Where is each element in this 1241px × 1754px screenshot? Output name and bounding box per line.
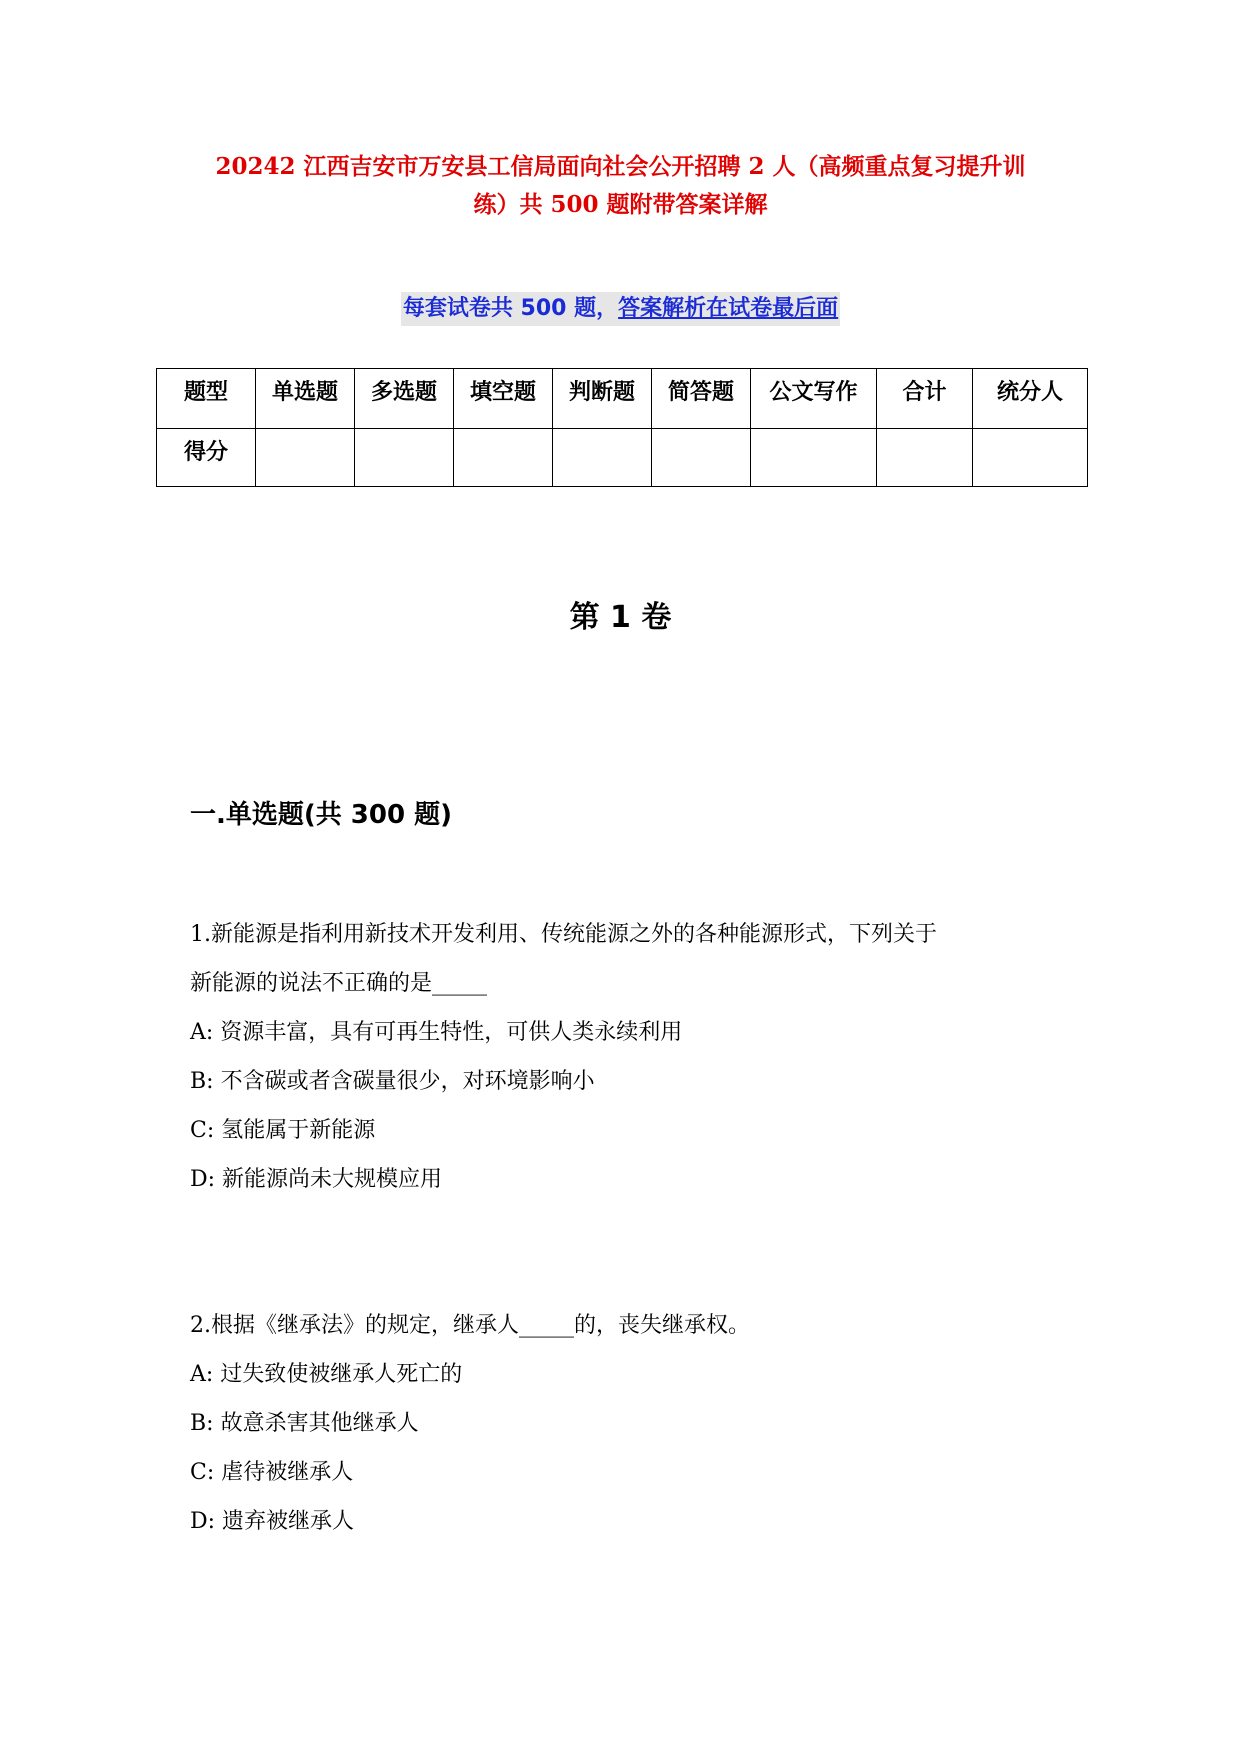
question-stem: 1.新能源是指利用新技术开发利用、传统能源之外的各种能源形式，下列关于 — [190, 922, 937, 947]
option-a: A: 过失致使被继承人死亡的 — [190, 1362, 463, 1387]
answer-location-link[interactable]: 答案解析在试卷最后面 — [618, 296, 839, 321]
score-table-header-cell: 单选题 — [256, 369, 355, 429]
score-table-header-cell: 填空题 — [454, 369, 553, 429]
score-table-score-row — [157, 429, 1088, 487]
option-d: D: 遗弃被继承人 — [190, 1509, 355, 1534]
question-stem-continued: 新能源的说法不正确的是_____ — [190, 971, 488, 996]
subtitle-block — [0, 292, 1241, 326]
score-table-header-cell: 合计 — [877, 369, 973, 429]
document-title — [150, 148, 1091, 224]
volume-title: 第 1 卷 — [569, 600, 672, 635]
option-c: C: 虐待被继承人 — [190, 1460, 354, 1485]
score-table-header-cell: 统分人 — [973, 369, 1088, 429]
question-1 — [190, 910, 1070, 1204]
question-2 — [190, 1301, 1070, 1546]
score-table-header-cell: 简答题 — [652, 369, 751, 429]
option-b: B: 故意杀害其他继承人 — [190, 1411, 419, 1436]
score-table-header-cell: 公文写作 — [751, 369, 877, 429]
section-title: 一.单选题(共 300 题) — [190, 800, 453, 830]
score-cell — [355, 429, 454, 487]
question-stem: 2.根据《继承法》的规定，继承人_____的，丧失继承权。 — [190, 1313, 750, 1338]
score-table-header-cell: 判断题 — [553, 369, 652, 429]
score-cell — [751, 429, 877, 487]
score-cell — [973, 429, 1088, 487]
document-title-line-1: 20242 江西吉安市万安县工信局面向社会公开招聘 2 人（高频重点复习提升训 — [215, 153, 1026, 180]
subtitle — [401, 292, 840, 326]
option-d: D: 新能源尚未大规模应用 — [190, 1167, 443, 1192]
score-table-header-cell: 题型 — [157, 369, 256, 429]
score-cell — [454, 429, 553, 487]
score-cell — [256, 429, 355, 487]
score-table — [156, 368, 1088, 487]
score-cell — [652, 429, 751, 487]
score-cell — [877, 429, 973, 487]
score-cell — [553, 429, 652, 487]
option-a: A: 资源丰富，具有可再生特性，可供人类永续利用 — [190, 1020, 683, 1045]
score-table-header-row — [157, 369, 1088, 429]
option-c: C: 氢能属于新能源 — [190, 1118, 376, 1143]
document-title-line-2: 练）共 500 题附带答案详解 — [473, 191, 768, 218]
subtitle-text: 每套试卷共 500 题， — [402, 296, 619, 321]
score-row-label: 得分 — [157, 429, 256, 487]
score-table-header-cell: 多选题 — [355, 369, 454, 429]
option-b: B: 不含碳或者含碳量很少，对环境影响小 — [190, 1069, 595, 1094]
